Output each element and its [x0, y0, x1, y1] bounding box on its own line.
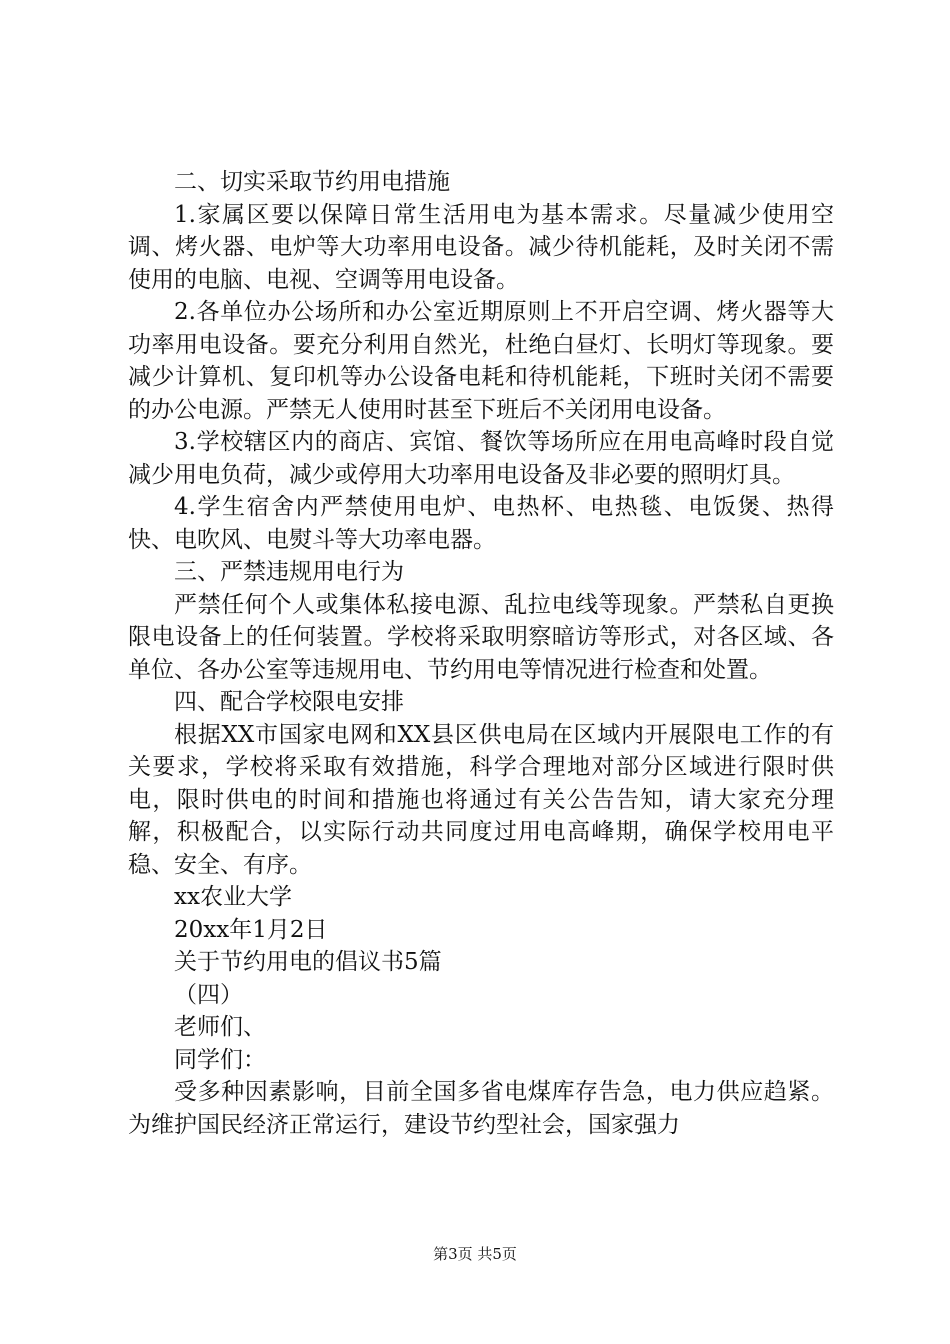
section-heading: 二、切实采取节约用电措施: [174, 169, 450, 195]
paragraph: 受多种因素影响，目前全国多省电煤库存告急，电力供应趋紧。为维护国民经济正常运行，建设节约型社会，国家强力: [128, 1079, 834, 1138]
paragraph: 3.学校辖区内的商店、宾馆、餐饮等场所应在用电高峰时段自觉减少用电负荷，减少或停用大功率用电设备及非必要的照明灯具。: [128, 429, 834, 488]
signature-organization: xx农业大学: [174, 884, 292, 910]
salutation-line: 同学们：: [174, 1046, 266, 1073]
document-title: 关于节约用电的倡议书5篇: [174, 949, 442, 975]
paragraph: 2.各单位办公场所和办公室近期原则上不开启空调、烤火器等大功率用电设备。要充分利用自然光，杜绝白昼灯、长明灯等现象。要减少计算机、复印机等办公设备电耗和待机能耗，下班时关闭不需要的办公电源。严禁无人使用时甚至下班后不关闭用电设备。: [128, 299, 834, 423]
salutation-line: 老师们、: [174, 1014, 266, 1040]
document-body: [128, 166, 834, 1141]
signature-date: 20xx年1月2日: [174, 916, 328, 943]
paragraph: 1.家属区要以保障日常生活用电为基本需求。尽量减少使用空调、烤火器、电炉等大功率用电设备。减少待机能耗，及时关闭不需使用的电脑、电视、空调等用电设备。: [128, 201, 834, 293]
paragraph: 严禁任何个人或集体私接电源、乱拉电线等现象。严禁私自更换限电设备上的任何装置。学校将采取明察暗访等形式，对各区域、各单位、各办公室等违规用电、节约用电等情况进行检查和处置。: [128, 591, 834, 683]
section-heading: 四、配合学校限电安排: [174, 689, 404, 715]
paragraph: 根据XX市国家电网和XX县区供电局在区域内开展限电工作的有关要求，学校将采取有效措施，科学合理地对部分区域进行限时供电，限时供电的时间和措施也将通过有关公告告知，请大家充分理解，积极配合，以实际行动共同度过用电高峰期，确保学校用电平稳、安全、有序。: [128, 721, 834, 878]
section-heading: 三、严禁违规用电行为: [174, 559, 404, 585]
paragraph: 4.学生宿舍内严禁使用电炉、电热杯、电热毯、电饭煲、热得快、电吹风、电熨斗等大功率电器。: [128, 494, 834, 553]
page-footer: 第3页 共5页: [433, 1245, 517, 1263]
part-number: （四）: [174, 981, 243, 1008]
